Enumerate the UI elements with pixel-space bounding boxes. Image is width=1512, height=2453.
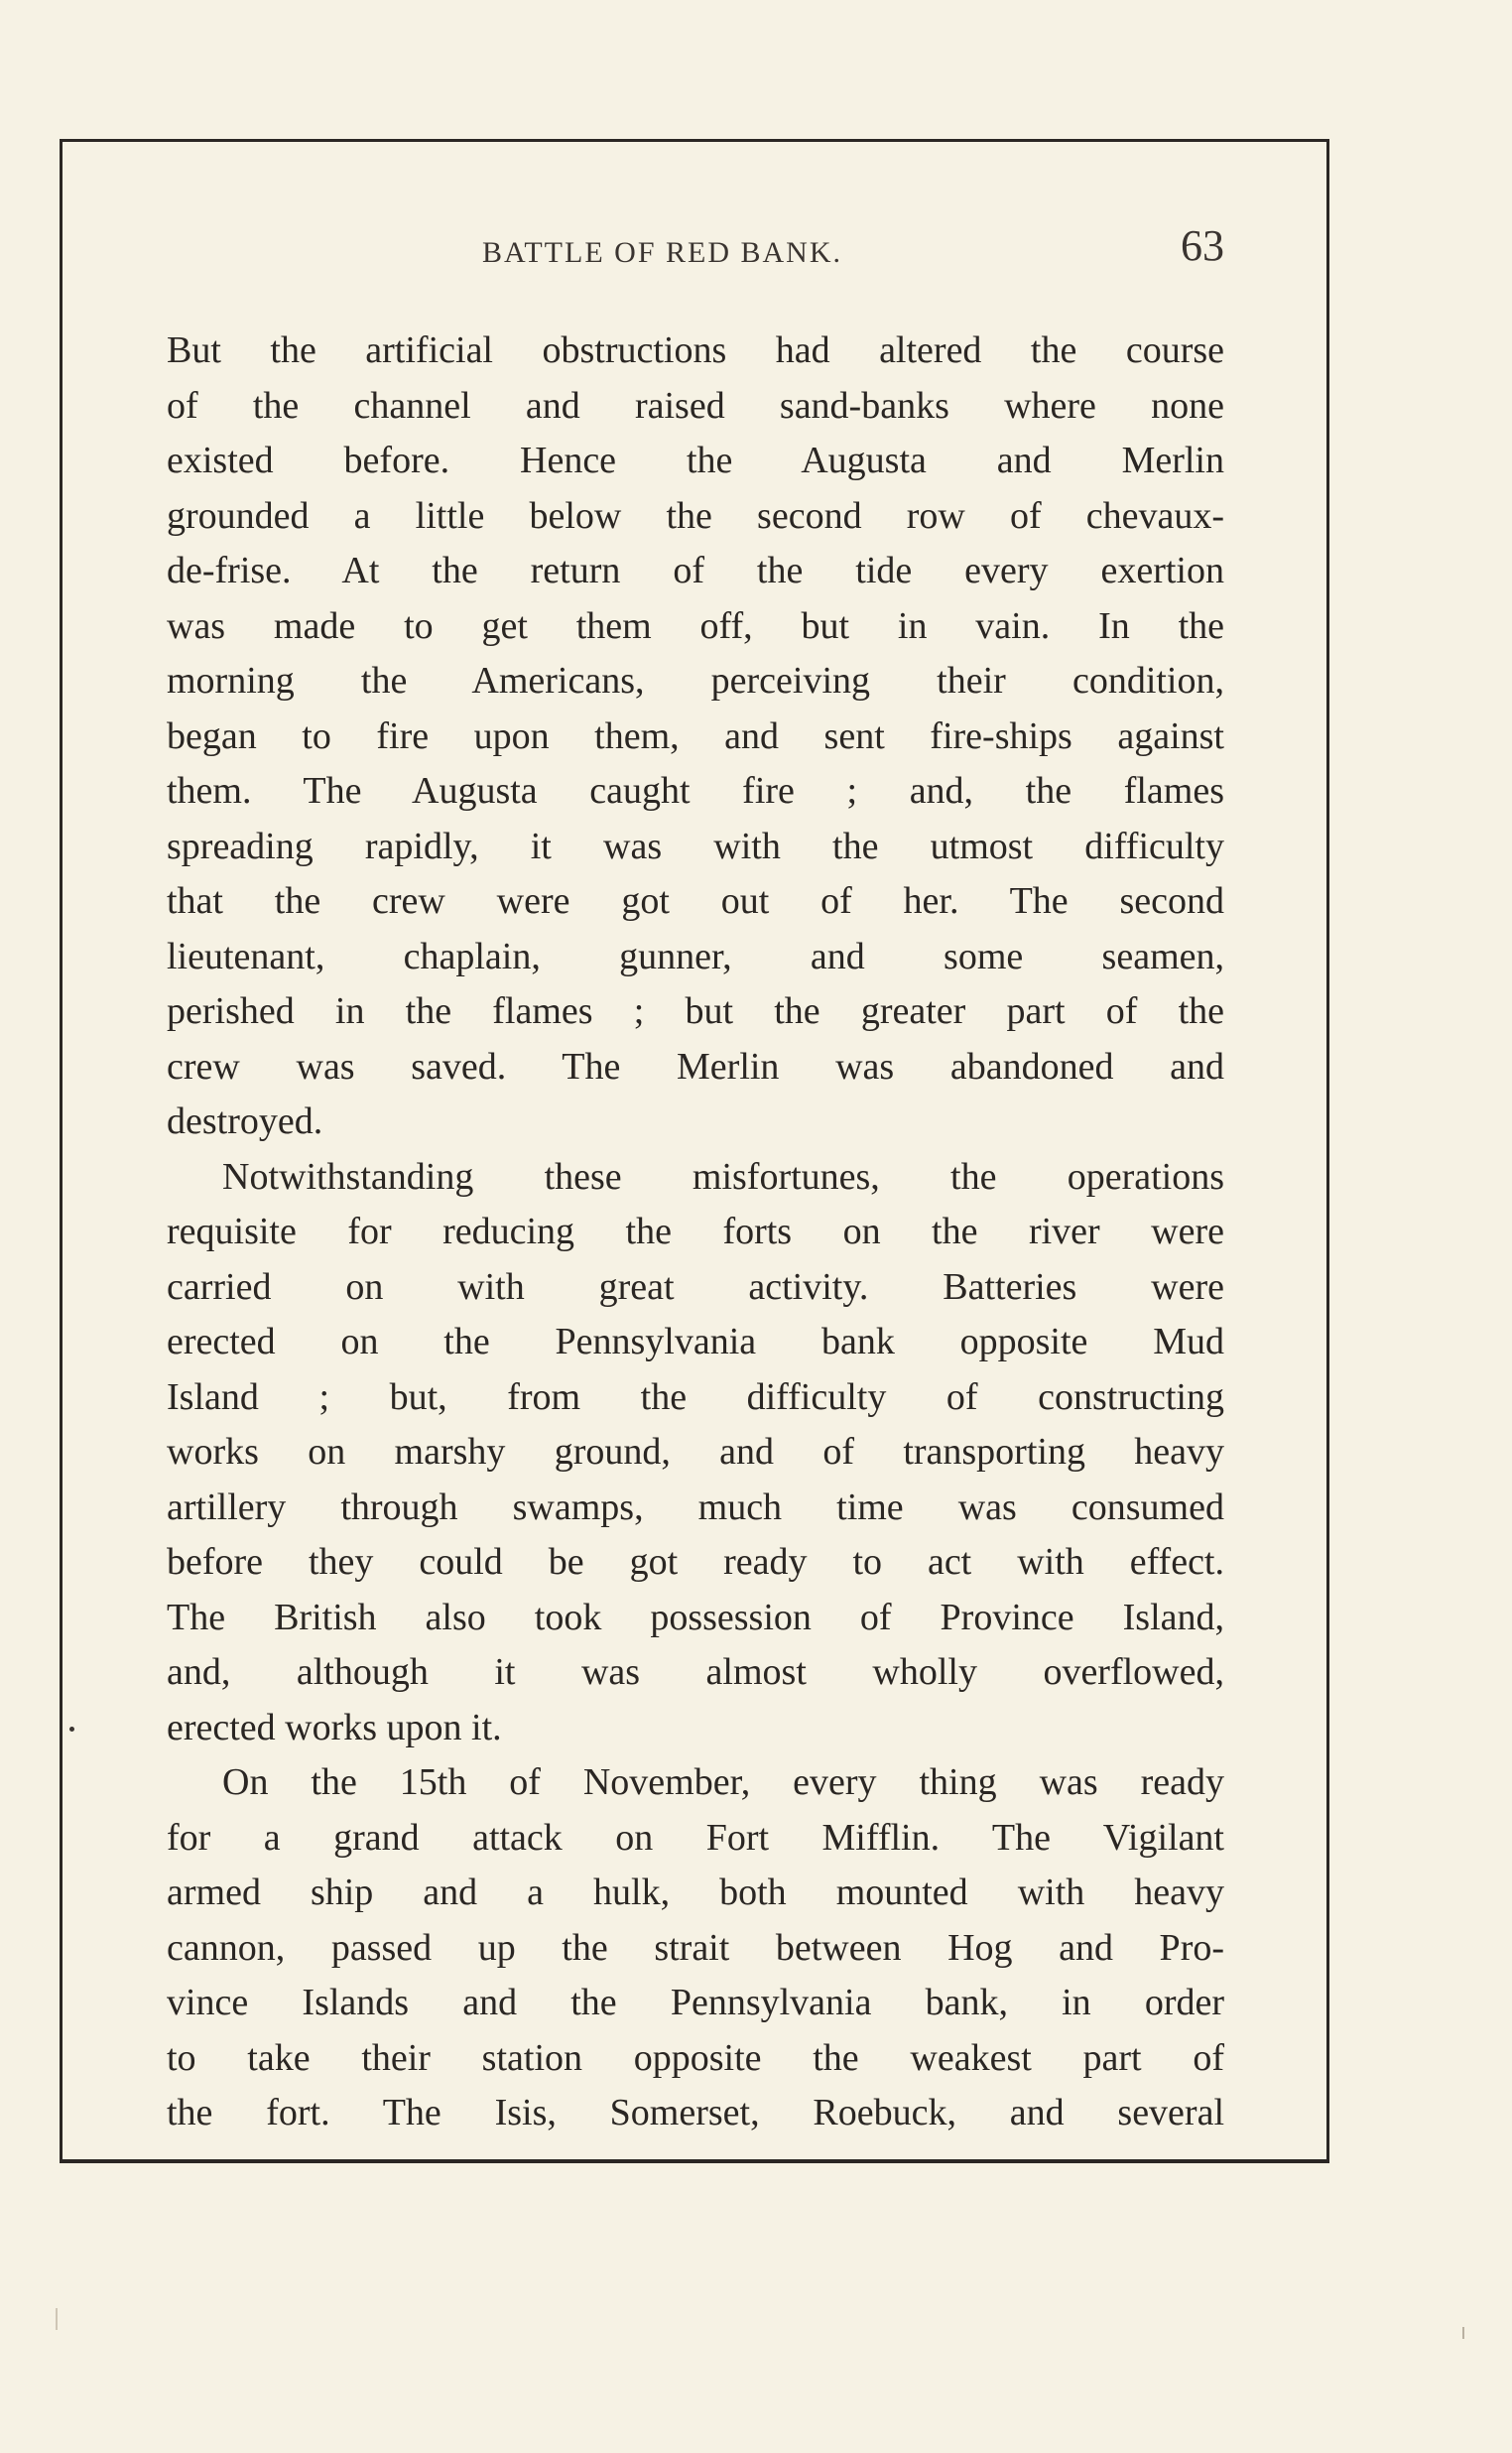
text-line: erected works upon it. (167, 1706, 502, 1748)
text-line: for a grand attack on Fort Mifflin. The Vigilant (167, 1816, 1224, 1859)
text-line: On the 15th of November, every thing was ready (222, 1761, 1224, 1803)
text-line: cannon, passed up the strait between Hog and Pro- (167, 1926, 1224, 1969)
text-line: perished in the flames ; but the greater part of the (167, 990, 1224, 1032)
text-line: erected on the Pennsylvania bank opposite Mud (167, 1321, 1224, 1362)
text-line: carried on with great activity. Batteries were (167, 1265, 1224, 1308)
text-line: and, although it was almost wholly overflowed, (167, 1651, 1224, 1693)
running-head: BATTLE OF RED BANK. (482, 236, 843, 269)
scan-mark (1462, 2327, 1464, 2339)
text-line: works on marshy ground, and of transporting heavy (167, 1431, 1224, 1473)
text-line: that the crew were got out of her. The second (167, 880, 1224, 922)
text-line: grounded a little below the second row of chevaux- (167, 494, 1224, 537)
text-line: artillery through swamps, much time was consumed (167, 1485, 1224, 1528)
text-line: de-frise. At the return of the tide every exertion (167, 550, 1224, 591)
body-text (167, 323, 1224, 2141)
scan-mark (56, 2308, 58, 2330)
text-line: lieutenant, chaplain, gunner, and some seamen, (167, 935, 1224, 977)
page-header (167, 216, 1238, 286)
text-line: requisite for reducing the forts on the river were (167, 1211, 1224, 1252)
text-line: before they could be got ready to act with effect. (167, 1541, 1224, 1583)
margin-dot (69, 1727, 74, 1732)
text-line: was made to get them off, but in vain. In the (167, 604, 1224, 647)
text-line: morning the Americans, perceiving their condition, (167, 660, 1224, 702)
page-number: 63 (1181, 221, 1224, 270)
text-line: But the artificial obstructions had altered the course (167, 329, 1224, 371)
text-line: them. The Augusta caught fire ; and, the flames (167, 770, 1224, 812)
text-line: Island ; but, from the difficulty of constructing (167, 1375, 1224, 1418)
text-line: began to fire upon them, and sent fire-ships against (167, 714, 1224, 757)
text-line: spreading rapidly, it was with the utmost difficulty (167, 825, 1224, 867)
text-line: armed ship and a hulk, both mounted with heavy (167, 1872, 1224, 1913)
text-line: vince Islands and the Pennsylvania bank, in order (167, 1982, 1224, 2023)
text-line: destroyed. (167, 1100, 323, 1142)
text-line: of the channel and raised sand-banks where none (167, 384, 1224, 427)
text-line: existed before. Hence the Augusta and Merlin (167, 440, 1224, 481)
text-line: to take their station opposite the weakest part of (167, 2036, 1224, 2079)
text-line: crew was saved. The Merlin was abandoned and (167, 1045, 1224, 1088)
text-line: The British also took possession of Province Island, (167, 1596, 1224, 1638)
text-line: Notwithstanding these misfortunes, the operations (222, 1155, 1224, 1198)
text-line: the fort. The Isis, Somerset, Roebuck, and several (167, 2092, 1224, 2133)
